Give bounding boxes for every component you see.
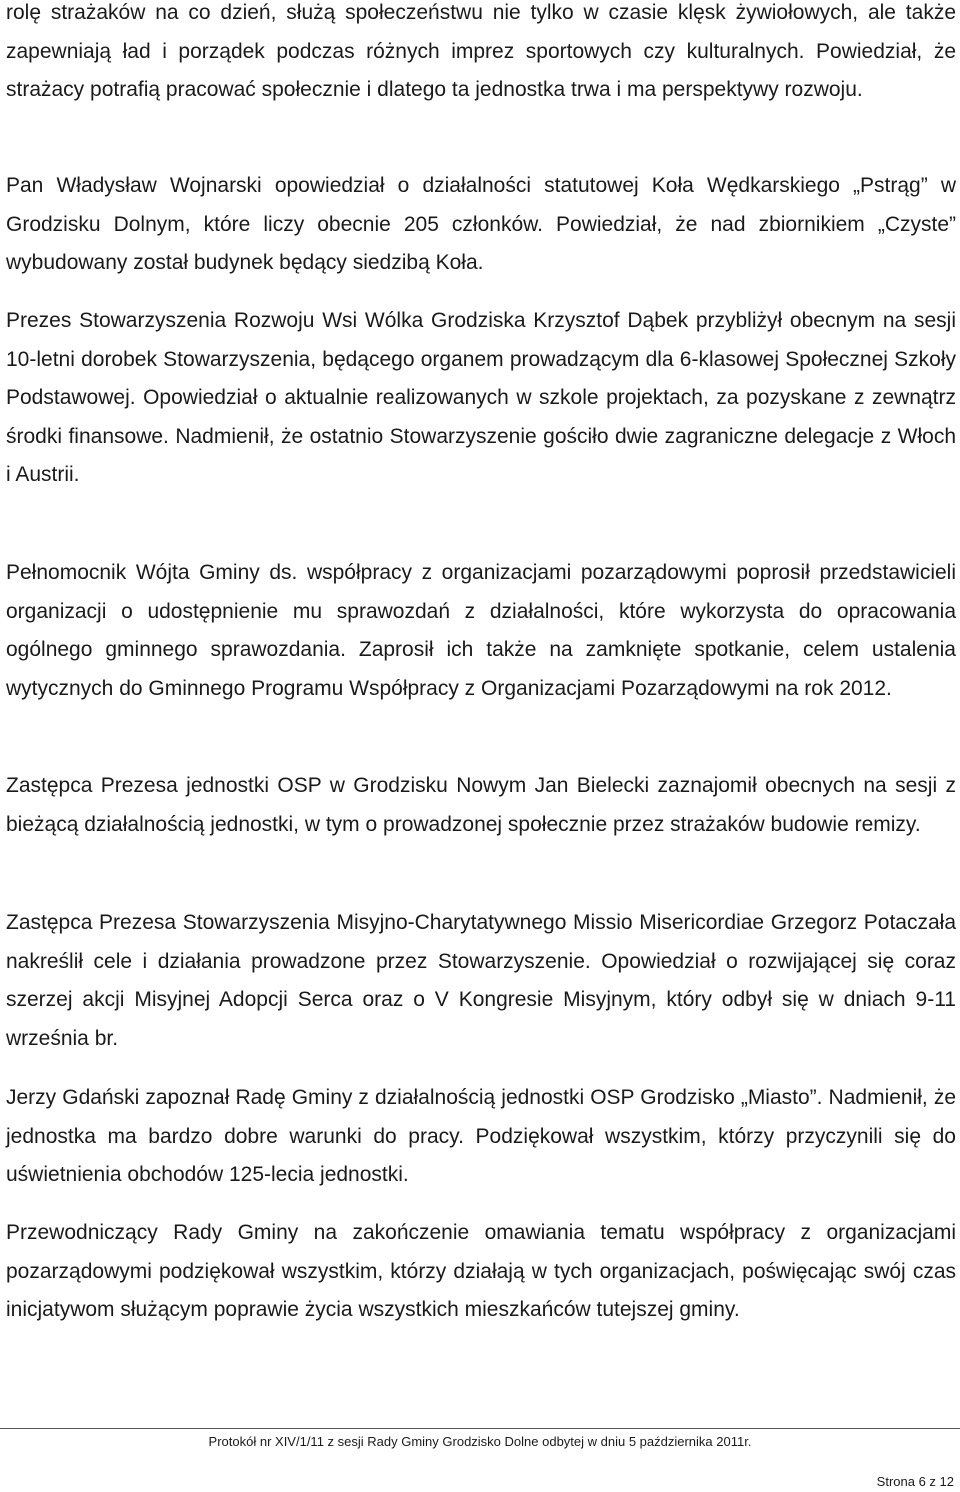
paragraph: Pan Władysław Wojnarski opowiedział o działalności statutowej Koła Wędkarskiego „Pstrąg” w Grodzisku Dolnym, które liczy obecnie 205 członków. Powiedział, że nad zbiornikiem „Czyste” wybudowany został budynek będący siedzibą Koła. bbox=[6, 174, 956, 274]
footer-protocol-text: Protokół nr XIV/1/11 z sesji Rady Gminy Grodzisko Dolne odbytej w dniu 5 października 2011r. bbox=[208, 1434, 752, 1449]
page-number: Strona 6 z 12 bbox=[876, 1474, 954, 1489]
paragraph: Przewodniczący Rady Gminy na zakończenie omawiania tematu współpracy z organizacjami pozarządowymi podziękował wszystkim, którzy działają w tych organizacjach, poświęcając swój czas inicjatywom służącym poprawie życia wszystkich mieszkańców tutejszej gminy. bbox=[6, 1221, 956, 1321]
paragraph: Jerzy Gdański zapoznał Radę Gminy z działalnością jednostki OSP Grodzisko „Miasto”. Nadmienił, że jednostka ma bardzo dobre warunki do pracy. Podziękował wszystkim, którzy przyczynili się do uświetnienia obchodów 125-lecia jednostki. bbox=[6, 1086, 956, 1186]
paragraph: Zastępca Prezesa Stowarzyszenia Misyjno-Charytatywnego Missio Misericordiae Grzegorz Potaczała nakreślił cele i działania prowadzone przez Stowarzyszenie. Opowiedział o rozwijającej się coraz szerzej akcji Misyjnej Adopcji Serca oraz o V Kongresie Misyjnym, który odbył się w dniach 9-11 września br. bbox=[6, 911, 956, 1050]
footer-divider bbox=[0, 1428, 960, 1429]
paragraph: Prezes Stowarzyszenia Rozwoju Wsi Wólka Grodziska Krzysztof Dąbek przybliżył obecnym na sesji 10-letni dorobek Stowarzyszenia, będącego organem prowadzącym dla 6-klasowej Społecznej Szkoły Podstawowej. Opowiedział o aktualnie realizowanych w szkole projektach, za pozyskane z zewnątrz środki finansowe. Nadmienił, że ostatnio Stowarzyszenie gościło dwie zagraniczne delegacje z Włoch i Austrii. bbox=[6, 309, 956, 486]
paragraph: rolę strażaków na co dzień, służą społeczeństwu nie tylko w czasie klęsk żywiołowych, ale także zapewniają ład i porządek podczas różnych imprez sportowych czy kulturalnych. Powiedział, że strażacy potrafią pracować społecznie i dlatego ta jednostka trwa i ma perspektywy rozwoju. bbox=[6, 1, 956, 101]
paragraph: Zastępca Prezesa jednostki OSP w Grodzisku Nowym Jan Bielecki zaznajomił obecnych na sesji z bieżącą działalnością jednostki, w tym o prowadzonej społecznie przez strażaków budowie remizy. bbox=[6, 774, 956, 836]
paragraph: Pełnomocnik Wójta Gminy ds. współpracy z organizacjami pozarządowymi poprosił przedstawicieli organizacji o udostępnienie mu sprawozdań z działalności, które wykorzysta do opracowania ogólnego gminnego sprawozdania. Zaprosił ich także na zamknięte spotkanie, celem ustalenia wytycznych do Gminnego Programu Współpracy z Organizacjami Pozarządowymi na rok 2012. bbox=[6, 561, 956, 700]
